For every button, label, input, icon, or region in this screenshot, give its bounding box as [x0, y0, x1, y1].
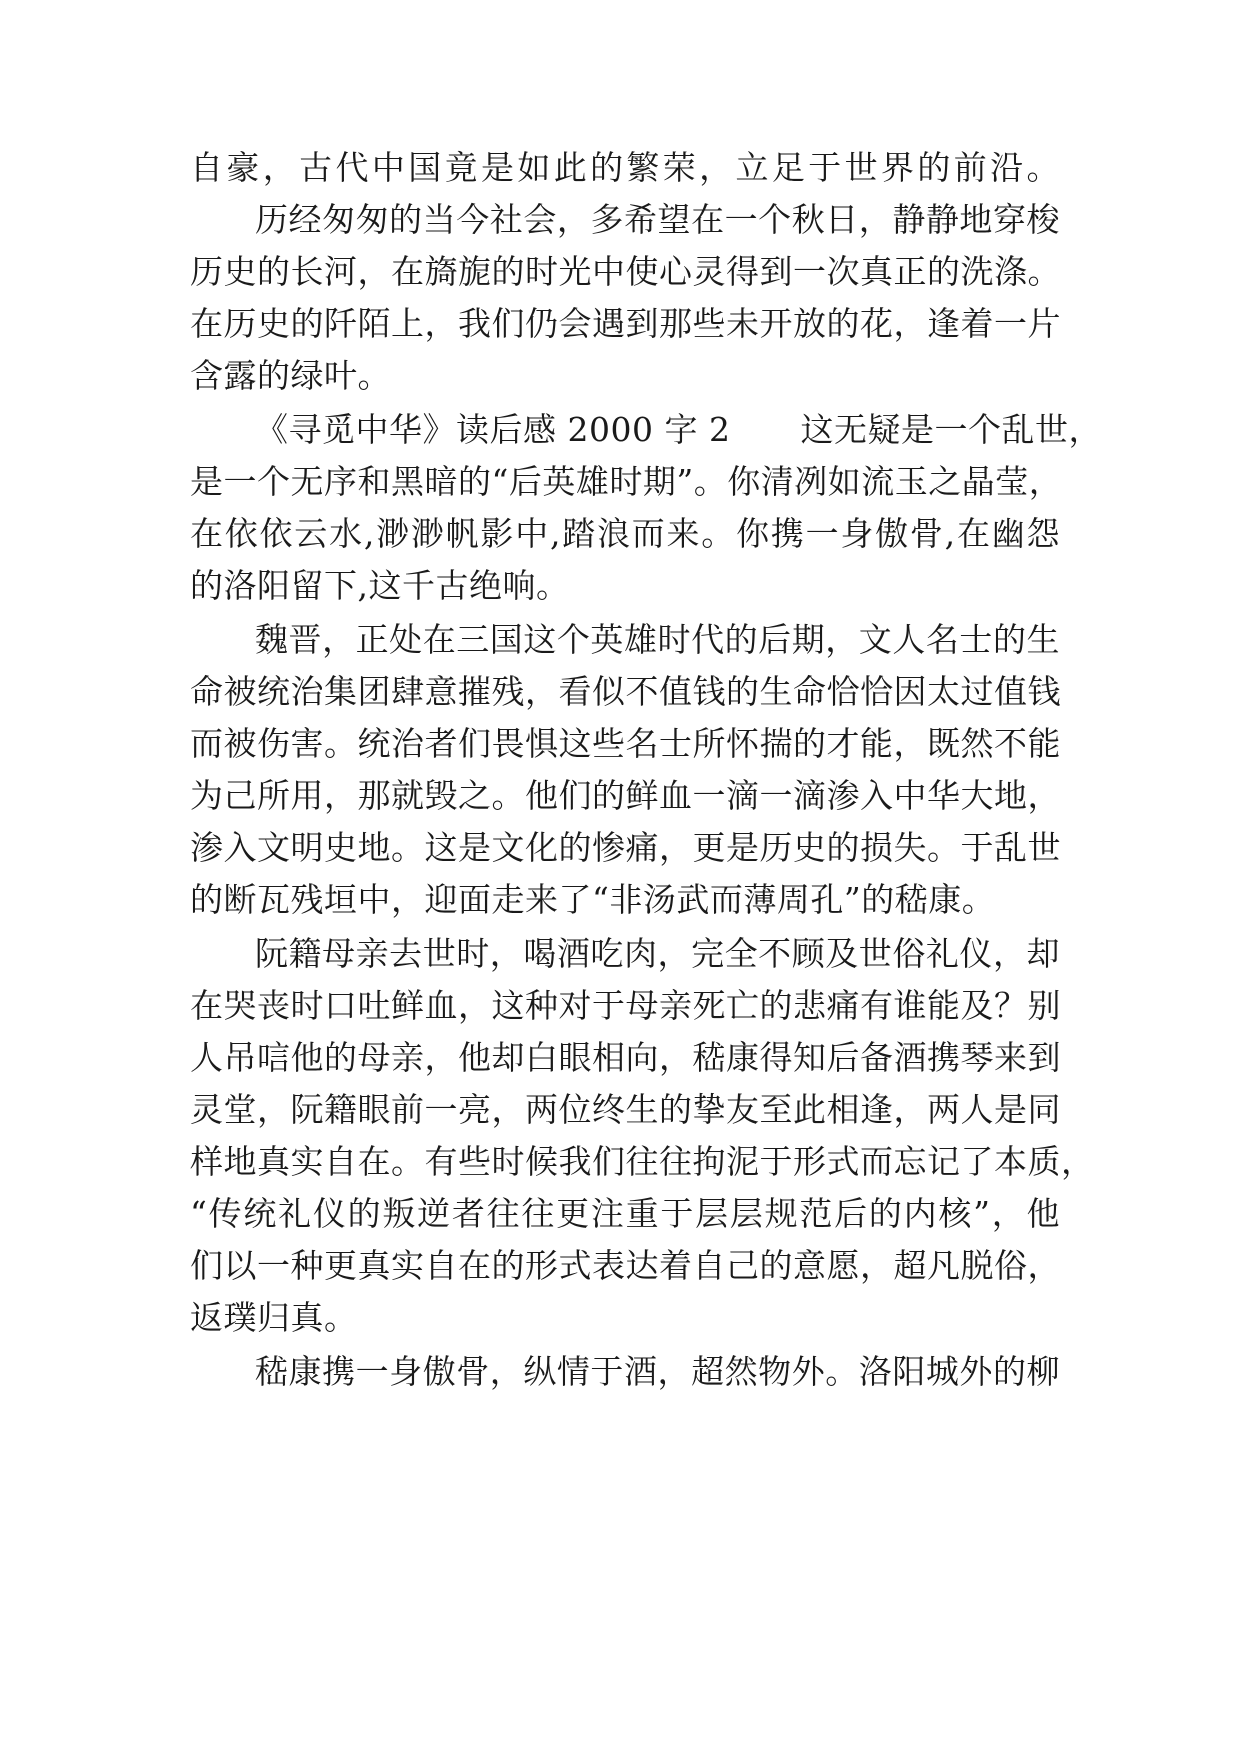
text-line: 嵇康携一身傲骨，纵情于酒，超然物外。洛阳城外的柳	[255, 1352, 1060, 1391]
text-line: 的洛阳留下,这千古绝响。	[190, 566, 570, 605]
text-line: 命被统治集团肆意摧残，看似不值钱的生命恰恰因太过值钱	[190, 672, 1061, 711]
text-line: 含露的绿叶。	[190, 356, 391, 395]
text-line: 魏晋，正处在三国这个英雄时代的后期，文人名士的生	[255, 620, 1060, 659]
text-line: 人吊唁他的母亲，他却白眼相向，嵇康得知后备酒携琴来到	[190, 1038, 1061, 1077]
text-line: 灵堂，阮籍眼前一亮，两位终生的挚友至此相逢，两人是同	[190, 1090, 1061, 1129]
text-line: 是一个无序和黑暗的“后英雄时期”。你清冽如流玉之晶莹，	[190, 462, 1063, 501]
section-heading-line	[255, 404, 1102, 456]
text-line: 的断瓦残垣中，迎面走来了“非汤武而薄周孔”的嵇康。	[190, 880, 996, 919]
text-line: 样地真实自在。有些时候我们往往拘泥于形式而忘记了本质，	[190, 1142, 1095, 1181]
text-line: 在历史的阡陌上，我们仍会遇到那些未开放的花，逢着一片	[190, 304, 1061, 343]
text-line: 渗入文明史地。这是文化的惨痛，更是历史的损失。于乱世	[190, 828, 1061, 867]
text-line: 在依依云水,渺渺帆影中,踏浪而来。你携一身傲骨,在幽怨	[190, 514, 1060, 553]
text-line: “传统礼仪的叛逆者往往更注重于层层规范后的内核”，他	[190, 1194, 1060, 1233]
text-line: 而被伤害。统治者们畏惧这些名士所怀揣的才能，既然不能	[190, 724, 1061, 763]
text-line: 们以一种更真实自在的形式表达着自己的意愿，超凡脱俗，	[190, 1246, 1061, 1285]
text-line: 历史的长河，在旖旎的时光中使心灵得到一次真正的洗涤。	[190, 252, 1061, 291]
text-line: 历经匆匆的当今社会，多希望在一个秋日，静静地穿梭	[255, 200, 1060, 239]
text-line: 在哭丧时口吐鲜血，这种对于母亲死亡的悲痛有谁能及？别	[190, 986, 1061, 1025]
text-line: 返璞归真。	[190, 1298, 358, 1337]
section-title: 《寻觅中华》读后感 2000 字 2	[255, 410, 731, 449]
text-line: 为己所用，那就毁之。他们的鲜血一滴一滴渗入中华大地，	[190, 776, 1061, 815]
text-line: 自豪，古代中国竟是如此的繁荣，立足于世界的前沿。	[190, 148, 1060, 187]
text-line: 阮籍母亲去世时，喝酒吃肉，完全不顾及世俗礼仪，却	[255, 934, 1060, 973]
section-first-sentence: 这无疑是一个乱世，	[800, 410, 1102, 449]
